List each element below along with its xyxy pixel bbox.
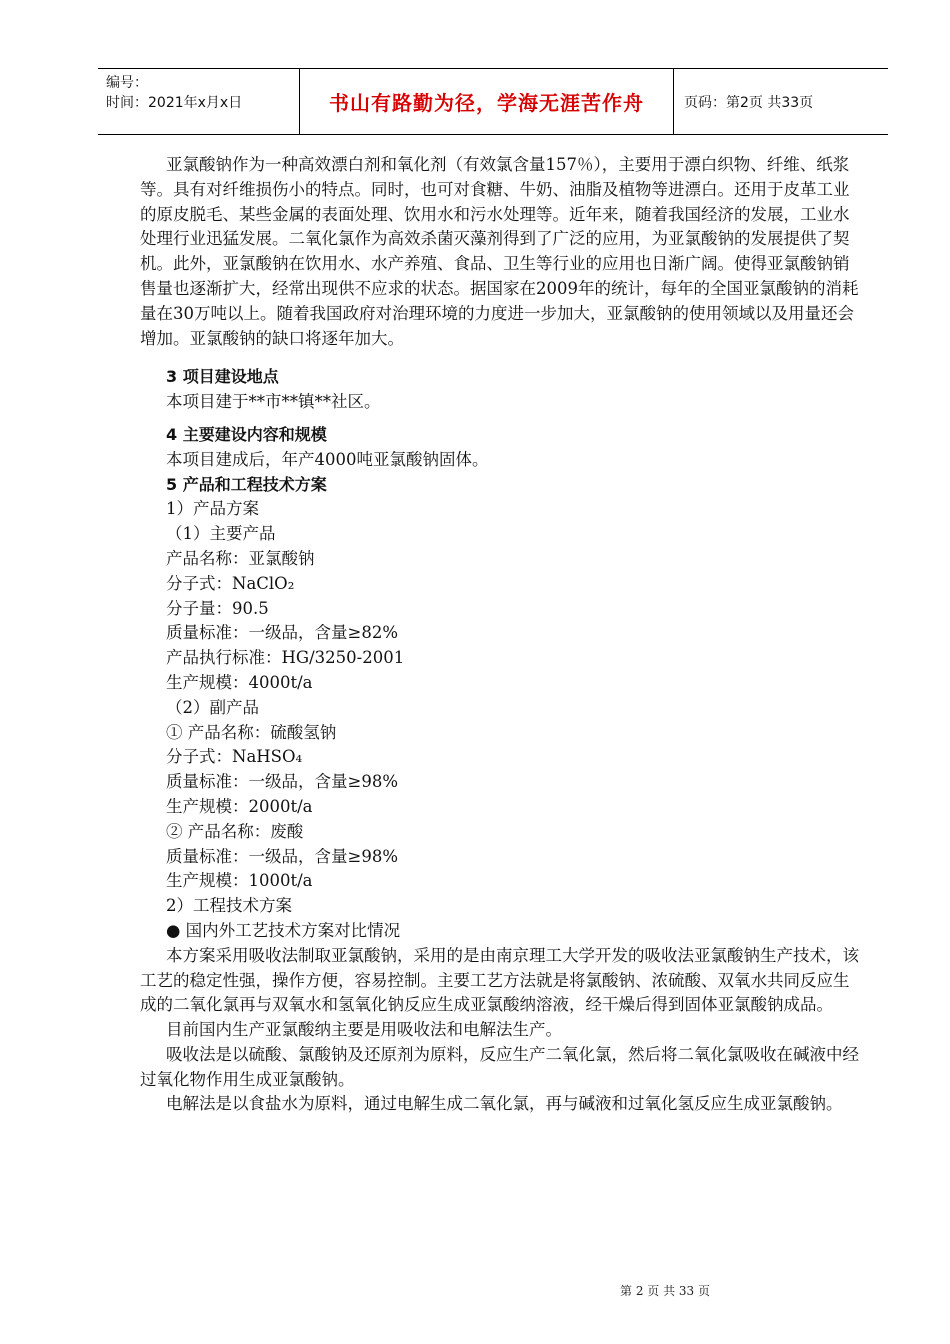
doc-number-label: 编号：: [106, 75, 148, 91]
time-label: 时间：2021年x月x日: [106, 95, 243, 111]
list-item: （1）主要产品: [166, 524, 276, 544]
intro-paragraph: 亚氯酸钠作为一种高效漂白剂和氧化剂（有效氯含量157％），主要用于漂白织物、纤维、纸浆等。具有对纤维损伤小的特点。同时，也可对食糖、牛奶、油脂及植物等进漂白。还用于皮革工业的原皮脱毛、某些金属的表面处理、饮用水和污水处理等。近年来，随着我国经济的发展，工业水处理行业迅猛发展。二氧化氯作为高效杀菌灭藻剂得到了广泛的应用，为亚氯酸钠的发展提供了契机。此外，亚氯酸钠在饮用水、水产养殖、食品、卫生等行业的应用也日渐广阔。使得亚氯酸钠销售量也逐渐扩大，经常出现供不应求的状态。据国家在2009年的统计，每年的全国亚氯酸钠的消耗量在30万吨以上。随着我国政府对治理环境的力度进一步加大，亚氯酸钠的使用领域以及用量还会增加。亚氯酸钠的缺口将逐年加大。: [140, 155, 859, 348]
list-item: 分子式：NaClO₂: [166, 573, 295, 593]
list-item: 质量标准：一级品，含量≥98%: [166, 772, 398, 792]
list-item: 生产规模：1000t/a: [166, 871, 313, 891]
list-item: ① 产品名称：硫酸氢钠: [166, 722, 337, 742]
domestic-paragraph: 目前国内生产亚氯酸纳主要是用吸收法和电解法生产。: [166, 1020, 562, 1040]
list-item: 生产规模：4000t/a: [166, 672, 313, 692]
section-3-title: 3 项目建设地点: [166, 367, 279, 387]
section-4-title: 4 主要建设内容和规模: [166, 424, 327, 444]
list-item: 分子量：90.5: [166, 598, 269, 618]
section-4-text: 本项目建成后，年产4000吨亚氯酸钠固体。: [166, 449, 489, 469]
electrolysis-paragraph: 电解法是以食盐水为原料，通过电解生成二氧化氯，再与碱液和过氧化氢反应生成亚氯酸钠。: [166, 1094, 843, 1114]
list-item: 质量标准：一级品，含量≥82%: [166, 623, 398, 643]
list-item: 产品执行标准：HG/3250-2001: [166, 648, 405, 668]
list-item: 生产规模：2000t/a: [166, 796, 313, 816]
list-item: （2）副产品: [166, 697, 259, 717]
list-item: 1）产品方案: [166, 499, 259, 519]
list-item: 质量标准：一级品，含量≥98%: [166, 846, 398, 866]
list-item: ● 国内外工艺技术方案对比情况: [166, 920, 401, 940]
document-body: [140, 153, 862, 1117]
header-motto: 书山有路勤为径，学海无涯苦作舟: [299, 69, 674, 134]
page-header: [98, 68, 888, 135]
list-item: ② 产品名称：废酸: [166, 821, 304, 841]
list-item: 分子式：NaHSO₄: [166, 747, 303, 767]
page-footer: 第 2 页 共 33 页: [620, 1284, 710, 1298]
header-meta: [98, 69, 299, 134]
list-item: 2）工程技术方案: [166, 896, 292, 916]
method-paragraph: 本方案采用吸收法制取亚氯酸钠，采用的是由南京理工大学开发的吸收法亚氯酸钠生产技术，该工艺的稳定性强，操作方便，容易控制。主要工艺方法就是将氯酸钠、浓硫酸、双氧水共同反应生成的二氧化氯再与双氧水和氢氧化钠反应生成亚氯酸纳溶液，经干燥后得到固体亚氯酸钠成品。: [140, 945, 859, 1015]
section-3-text: 本项目建于**市**镇**社区。: [166, 392, 381, 412]
list-item: 产品名称：亚氯酸钠: [166, 548, 315, 568]
section-5-title: 5 产品和工程技术方案: [166, 474, 327, 494]
header-page-info: 页码：第2页 共33页: [684, 94, 814, 111]
absorption-paragraph: 吸收法是以硫酸、氯酸钠及还原剂为原料，反应生产二氧化氯，然后将二氧化氯吸收在碱液中经过氧化物作用生成亚氯酸钠。: [140, 1044, 859, 1089]
